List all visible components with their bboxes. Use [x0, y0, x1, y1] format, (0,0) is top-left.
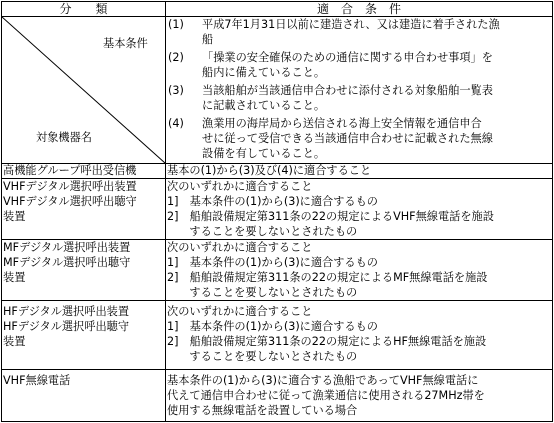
equipment-condition: 2] 船舶設備規定第311条の22の規定によるMF無線電話を施設 — [167, 271, 488, 284]
equipment-condition: 1] 基本条件の(1)から(3)に適合するもの — [167, 195, 378, 208]
condition-num: (2) — [168, 51, 184, 64]
equipment-condition: 使用する無線電話を設置している場合 — [167, 404, 358, 417]
equipment-name-block — [3, 305, 163, 367]
condition-text: 船 — [202, 33, 214, 46]
header-classification: 分 類 — [59, 2, 108, 16]
equipment-condition: 代えて通信申合わせに従って漁業通信に使用される27MHz帯を — [167, 389, 485, 402]
equipment-name: VHFデジタル選択呼出聴守 — [3, 195, 137, 208]
equipment-condition: 1] 基本条件の(1)から(3)に適合するもの — [167, 256, 378, 269]
equipment-name: VHF無線電話 — [3, 374, 71, 387]
equipment-name: 装置 — [3, 335, 26, 348]
equipment-condition: 次のいずれかに適合すること — [167, 305, 313, 318]
condition-text: 平成7年1月31日以前に建造され、又は建造に着手された漁 — [202, 18, 500, 31]
target-equipment-label: 対象機器名 — [36, 131, 92, 144]
condition-text: 船内に備えていること。 — [202, 66, 326, 79]
basic-condition-label: 基本条件 — [103, 37, 148, 50]
equipment-condition: 次のいずれかに適合すること — [167, 180, 313, 193]
equipment-name: 装置 — [3, 210, 26, 223]
condition-num: (4) — [168, 117, 184, 130]
equipment-condition-block — [167, 374, 551, 420]
condition-num: (1) — [168, 18, 184, 31]
equipment-condition-block — [167, 180, 551, 238]
row-divider — [1, 369, 553, 370]
equipment-name: VHFデジタル選択呼出装置 — [3, 180, 137, 193]
equipment-name: MFデジタル選択呼出聴守 — [3, 256, 131, 269]
equipment-name: 高機能グループ呼出受信機 — [3, 164, 137, 177]
equipment-name: MFデジタル選択呼出装置 — [3, 241, 131, 254]
equipment-name-block — [3, 180, 163, 238]
equipment-name: 装置 — [3, 271, 26, 284]
condition-text: 当該船舶が当該通信申合わせに添付される対象船舶一覧表 — [202, 84, 493, 97]
equipment-name: HFデジタル選択呼出装置 — [3, 305, 130, 318]
condition-num: (3) — [168, 84, 184, 97]
equipment-condition-block — [167, 305, 551, 367]
equipment-condition: することを要しないとされたもの — [167, 225, 358, 238]
equipment-condition: することを要しないとされたもの — [167, 286, 358, 299]
equipment-condition: 2] 船舶設備規定第311条の22の規定によるHF無線電話を施設 — [167, 335, 487, 348]
condition-text: せに従って受信できる当該通信申合わせに記載された無線 — [202, 132, 493, 145]
equipment-condition: 次のいずれかに適合すること — [167, 241, 313, 254]
equipment-condition-block — [167, 241, 551, 299]
equipment-name-block — [3, 241, 163, 299]
table-right-border — [552, 1, 553, 422]
equipment-condition: することを要しないとされたもの — [167, 350, 358, 363]
table-bottom-border — [1, 421, 553, 422]
header-conditions: 適 合 条 件 — [316, 2, 401, 16]
condition-text: 「操業の安全確保のための通信に関する申合わせ事項」を — [202, 51, 493, 64]
basic-condition-list — [168, 18, 550, 163]
equipment-condition: 基本条件の(1)から(3)に適合する漁船であってVHF無線電話に — [167, 374, 479, 387]
condition-text: 漁業用の海岸局から送信される海上安全情報を通信申合 — [202, 117, 482, 130]
condition-text: 設備を有していること。 — [202, 147, 326, 160]
condition-text: に記載されていること。 — [202, 99, 326, 112]
equipment-condition: 2] 船舶設備規定第311条の22の規定によるVHF無線電話を施設 — [167, 210, 494, 223]
equipment-condition: 基本の(1)から(3)及び(4)に適合すること — [167, 164, 372, 177]
equipment-condition: 1] 基本条件の(1)から(3)に適合するもの — [167, 320, 378, 333]
equipment-name: HFデジタル選択呼出聴守 — [3, 320, 130, 333]
